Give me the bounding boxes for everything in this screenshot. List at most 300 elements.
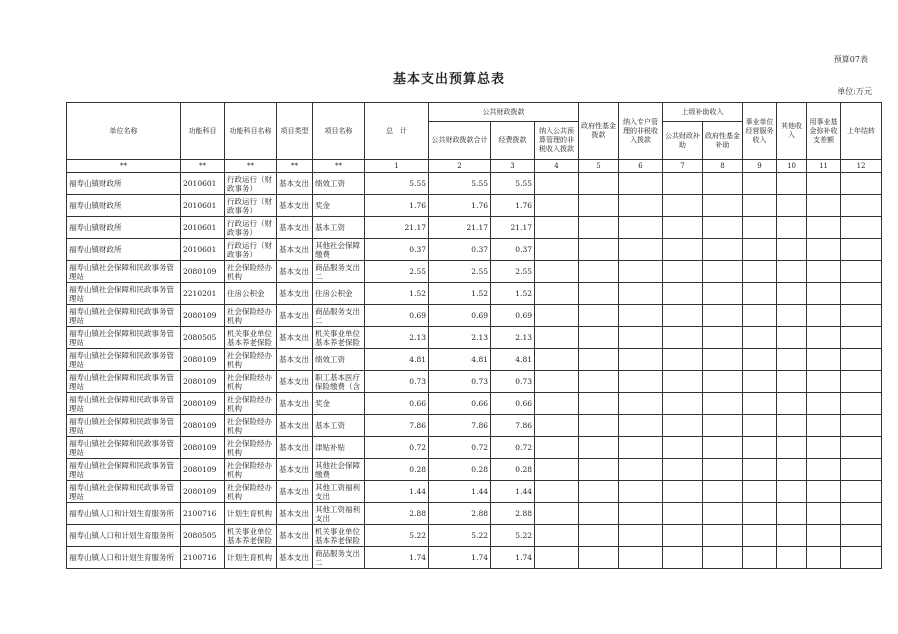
empty-cell bbox=[579, 481, 619, 503]
total-cell: 0.73 bbox=[365, 371, 429, 393]
empty-cell bbox=[807, 261, 841, 283]
public-fiscal-total-cell: 0.28 bbox=[429, 459, 491, 481]
table-row bbox=[67, 173, 882, 195]
empty-cell bbox=[743, 283, 777, 305]
item-type-cell: 基本支出 bbox=[277, 525, 313, 547]
table-row bbox=[67, 327, 882, 349]
empty-cell bbox=[777, 393, 807, 415]
item-name-cell: 基本工资 bbox=[313, 415, 365, 437]
empty-cell bbox=[579, 305, 619, 327]
empty-cell bbox=[619, 217, 663, 239]
table-row bbox=[67, 415, 882, 437]
unit-name-cell: 福寿山镇社会保障和民政事务管理站 bbox=[67, 283, 181, 305]
empty-cell bbox=[619, 371, 663, 393]
empty-cell bbox=[777, 173, 807, 195]
empty-cell bbox=[703, 239, 743, 261]
empty-cell bbox=[535, 349, 579, 371]
empty-cell bbox=[841, 503, 882, 525]
item-name-cell: 奖金 bbox=[313, 195, 365, 217]
empty-cell bbox=[579, 393, 619, 415]
empty-cell bbox=[535, 393, 579, 415]
empty-cell bbox=[743, 415, 777, 437]
index-cell: 4 bbox=[535, 160, 579, 173]
unit-name-cell: 福寿山镇人口和计划生育服务所 bbox=[67, 525, 181, 547]
empty-cell bbox=[535, 503, 579, 525]
table-row bbox=[67, 459, 882, 481]
empty-cell bbox=[807, 239, 841, 261]
empty-cell bbox=[841, 393, 882, 415]
header-fund-supplement: 用事业基金弥补收支差额 bbox=[807, 103, 841, 160]
empty-cell bbox=[703, 217, 743, 239]
empty-cell bbox=[619, 261, 663, 283]
empty-cell bbox=[743, 503, 777, 525]
empty-cell bbox=[579, 459, 619, 481]
unit-name-cell: 福寿山镇社会保障和民政事务管理站 bbox=[67, 261, 181, 283]
func-name-cell: 社会保险经办机构 bbox=[225, 481, 277, 503]
func-code-cell: 2080109 bbox=[181, 261, 225, 283]
item-type-cell: 基本支出 bbox=[277, 547, 313, 569]
index-cell: 9 bbox=[743, 160, 777, 173]
empty-cell bbox=[777, 503, 807, 525]
empty-cell bbox=[841, 217, 882, 239]
empty-cell bbox=[841, 195, 882, 217]
item-name-cell: 商品服务支出二 bbox=[313, 261, 365, 283]
empty-cell bbox=[579, 503, 619, 525]
empty-cell bbox=[807, 195, 841, 217]
func-name-cell: 计划生育机构 bbox=[225, 503, 277, 525]
empty-cell bbox=[579, 195, 619, 217]
func-name-cell: 社会保险经办机构 bbox=[225, 349, 277, 371]
unit-name-cell: 福寿山镇财政所 bbox=[67, 173, 181, 195]
func-code-cell: 2010601 bbox=[181, 195, 225, 217]
empty-cell bbox=[619, 503, 663, 525]
empty-cell bbox=[663, 283, 703, 305]
public-fiscal-total-cell: 1.44 bbox=[429, 481, 491, 503]
index-cell: 7 bbox=[663, 160, 703, 173]
empty-cell bbox=[777, 525, 807, 547]
empty-cell bbox=[579, 327, 619, 349]
total-cell: 0.69 bbox=[365, 305, 429, 327]
item-name-cell: 住房公积金 bbox=[313, 283, 365, 305]
empty-cell bbox=[777, 415, 807, 437]
func-name-cell: 社会保险经办机构 bbox=[225, 437, 277, 459]
unit-name-cell: 福寿山镇财政所 bbox=[67, 239, 181, 261]
item-name-cell: 其他社会保障缴费 bbox=[313, 459, 365, 481]
table-row bbox=[67, 239, 882, 261]
total-cell: 4.81 bbox=[365, 349, 429, 371]
empty-cell bbox=[619, 327, 663, 349]
form-number: 预算07表 bbox=[833, 55, 868, 64]
total-cell: 1.52 bbox=[365, 283, 429, 305]
index-cell: 8 bbox=[703, 160, 743, 173]
empty-cell bbox=[703, 547, 743, 569]
empty-cell bbox=[743, 393, 777, 415]
unit-name-cell: 福寿山镇社会保障和民政事务管理站 bbox=[67, 305, 181, 327]
empty-cell bbox=[841, 305, 882, 327]
item-name-cell: 奖金 bbox=[313, 393, 365, 415]
empty-cell bbox=[743, 217, 777, 239]
unit-name-cell: 福寿山镇社会保障和民政事务管理站 bbox=[67, 349, 181, 371]
empty-cell bbox=[807, 393, 841, 415]
empty-cell bbox=[743, 173, 777, 195]
empty-cell bbox=[703, 371, 743, 393]
header-superior-subsidy: 上级补助收入 bbox=[663, 103, 743, 122]
index-cell: ** bbox=[313, 160, 365, 173]
empty-cell bbox=[703, 437, 743, 459]
total-cell: 5.22 bbox=[365, 525, 429, 547]
public-fiscal-total-cell: 0.66 bbox=[429, 393, 491, 415]
empty-cell bbox=[663, 195, 703, 217]
allocation-cell: 0.72 bbox=[491, 437, 535, 459]
public-fiscal-total-cell: 5.22 bbox=[429, 525, 491, 547]
allocation-cell: 0.73 bbox=[491, 371, 535, 393]
total-cell: 1.76 bbox=[365, 195, 429, 217]
allocation-cell: 2.88 bbox=[491, 503, 535, 525]
empty-cell bbox=[535, 173, 579, 195]
item-name-cell: 其他工资福利支出 bbox=[313, 481, 365, 503]
empty-cell bbox=[619, 481, 663, 503]
empty-cell bbox=[703, 195, 743, 217]
item-type-cell: 基本支出 bbox=[277, 503, 313, 525]
item-name-cell: 机关事业单位基本养老保险 bbox=[313, 525, 365, 547]
unit-name-cell: 福寿山镇财政所 bbox=[67, 195, 181, 217]
index-row bbox=[67, 160, 882, 173]
public-fiscal-total-cell: 0.73 bbox=[429, 371, 491, 393]
allocation-cell: 4.81 bbox=[491, 349, 535, 371]
item-type-cell: 基本支出 bbox=[277, 437, 313, 459]
empty-cell bbox=[841, 547, 882, 569]
empty-cell bbox=[777, 305, 807, 327]
header-func-name: 功能科目名称 bbox=[225, 103, 277, 160]
empty-cell bbox=[663, 217, 703, 239]
empty-cell bbox=[841, 437, 882, 459]
empty-cell bbox=[743, 525, 777, 547]
total-cell: 7.86 bbox=[365, 415, 429, 437]
empty-cell bbox=[703, 393, 743, 415]
index-cell: ** bbox=[181, 160, 225, 173]
empty-cell bbox=[807, 217, 841, 239]
empty-cell bbox=[703, 503, 743, 525]
table-row bbox=[67, 283, 882, 305]
unit-name-cell: 福寿山镇社会保障和民政事务管理站 bbox=[67, 459, 181, 481]
item-name-cell: 职工基本医疗保险缴费（含 bbox=[313, 371, 365, 393]
func-name-cell: 社会保险经办机构 bbox=[225, 393, 277, 415]
empty-cell bbox=[619, 437, 663, 459]
empty-cell bbox=[619, 459, 663, 481]
public-fiscal-total-cell: 2.55 bbox=[429, 261, 491, 283]
empty-cell bbox=[619, 415, 663, 437]
allocation-cell: 0.69 bbox=[491, 305, 535, 327]
func-code-cell: 2210201 bbox=[181, 283, 225, 305]
header-unit-name: 单位名称 bbox=[67, 103, 181, 160]
empty-cell bbox=[841, 459, 882, 481]
empty-cell bbox=[535, 547, 579, 569]
func-name-cell: 住房公积金 bbox=[225, 283, 277, 305]
header-total: 总 计 bbox=[365, 103, 429, 160]
item-name-cell: 其他社会保障缴费 bbox=[313, 239, 365, 261]
empty-cell bbox=[743, 547, 777, 569]
item-type-cell: 基本支出 bbox=[277, 481, 313, 503]
empty-cell bbox=[807, 547, 841, 569]
header-allocation: 经费拨款 bbox=[491, 122, 535, 160]
empty-cell bbox=[703, 327, 743, 349]
empty-cell bbox=[807, 459, 841, 481]
public-fiscal-total-cell: 1.76 bbox=[429, 195, 491, 217]
func-code-cell: 2080109 bbox=[181, 437, 225, 459]
empty-cell bbox=[703, 459, 743, 481]
total-cell: 0.37 bbox=[365, 239, 429, 261]
header-carryover: 上年结转 bbox=[841, 103, 882, 160]
func-code-cell: 2080109 bbox=[181, 481, 225, 503]
func-name-cell: 行政运行（财政事务） bbox=[225, 239, 277, 261]
empty-cell bbox=[743, 371, 777, 393]
empty-cell bbox=[663, 261, 703, 283]
public-fiscal-total-cell: 0.72 bbox=[429, 437, 491, 459]
empty-cell bbox=[663, 525, 703, 547]
empty-cell bbox=[807, 525, 841, 547]
empty-cell bbox=[743, 261, 777, 283]
func-name-cell: 行政运行（财政事务） bbox=[225, 217, 277, 239]
index-cell: 6 bbox=[619, 160, 663, 173]
empty-cell bbox=[579, 173, 619, 195]
public-fiscal-total-cell: 7.86 bbox=[429, 415, 491, 437]
allocation-cell: 0.37 bbox=[491, 239, 535, 261]
unit-name-cell: 福寿山镇社会保障和民政事务管理站 bbox=[67, 327, 181, 349]
public-fiscal-total-cell: 2.88 bbox=[429, 503, 491, 525]
empty-cell bbox=[703, 261, 743, 283]
empty-cell bbox=[777, 349, 807, 371]
unit-name-cell: 福寿山镇社会保障和民政事务管理站 bbox=[67, 481, 181, 503]
header-item-name: 项目名称 bbox=[313, 103, 365, 160]
func-name-cell: 机关事业单位基本养老保险 bbox=[225, 525, 277, 547]
empty-cell bbox=[841, 283, 882, 305]
empty-cell bbox=[703, 481, 743, 503]
empty-cell bbox=[579, 547, 619, 569]
empty-cell bbox=[663, 349, 703, 371]
empty-cell bbox=[743, 349, 777, 371]
item-type-cell: 基本支出 bbox=[277, 283, 313, 305]
index-cell: ** bbox=[277, 160, 313, 173]
empty-cell bbox=[743, 437, 777, 459]
empty-cell bbox=[535, 437, 579, 459]
empty-cell bbox=[663, 371, 703, 393]
header-superior-gov-fund: 政府性基金补助 bbox=[703, 122, 743, 160]
unit-label: 单位:万元 bbox=[837, 87, 872, 96]
index-cell: 10 bbox=[777, 160, 807, 173]
public-fiscal-total-cell: 5.55 bbox=[429, 173, 491, 195]
empty-cell bbox=[663, 239, 703, 261]
unit-name-cell: 福寿山镇社会保障和民政事务管理站 bbox=[67, 371, 181, 393]
allocation-cell: 1.52 bbox=[491, 283, 535, 305]
empty-cell bbox=[579, 239, 619, 261]
empty-cell bbox=[777, 481, 807, 503]
total-cell: 0.66 bbox=[365, 393, 429, 415]
public-fiscal-total-cell: 0.37 bbox=[429, 239, 491, 261]
public-fiscal-total-cell: 4.81 bbox=[429, 349, 491, 371]
empty-cell bbox=[663, 173, 703, 195]
empty-cell bbox=[535, 217, 579, 239]
total-cell: 1.44 bbox=[365, 481, 429, 503]
item-name-cell: 绩效工资 bbox=[313, 349, 365, 371]
func-code-cell: 2010601 bbox=[181, 239, 225, 261]
index-cell: 5 bbox=[579, 160, 619, 173]
index-cell: ** bbox=[67, 160, 181, 173]
table-row bbox=[67, 503, 882, 525]
index-cell: 3 bbox=[491, 160, 535, 173]
func-code-cell: 2080109 bbox=[181, 393, 225, 415]
item-type-cell: 基本支出 bbox=[277, 459, 313, 481]
empty-cell bbox=[807, 371, 841, 393]
empty-cell bbox=[777, 195, 807, 217]
empty-cell bbox=[663, 459, 703, 481]
table-row bbox=[67, 305, 882, 327]
unit-name-cell: 福寿山镇财政所 bbox=[67, 217, 181, 239]
empty-cell bbox=[535, 525, 579, 547]
allocation-cell: 7.86 bbox=[491, 415, 535, 437]
table-row bbox=[67, 349, 882, 371]
header-other-income: 其他收入 bbox=[777, 103, 807, 160]
index-cell: 2 bbox=[429, 160, 491, 173]
header-nontax-in-budget: 纳入公共预算管理的非税收入拨款 bbox=[535, 122, 579, 160]
empty-cell bbox=[619, 305, 663, 327]
empty-cell bbox=[579, 217, 619, 239]
empty-cell bbox=[703, 415, 743, 437]
func-code-cell: 2080109 bbox=[181, 415, 225, 437]
allocation-cell: 1.44 bbox=[491, 481, 535, 503]
empty-cell bbox=[841, 371, 882, 393]
page-title: 基本支出预算总表 bbox=[392, 72, 505, 87]
func-name-cell: 社会保险经办机构 bbox=[225, 371, 277, 393]
empty-cell bbox=[807, 503, 841, 525]
empty-cell bbox=[663, 305, 703, 327]
unit-name-cell: 福寿山镇社会保障和民政事务管理站 bbox=[67, 437, 181, 459]
total-cell: 0.28 bbox=[365, 459, 429, 481]
allocation-cell: 5.22 bbox=[491, 525, 535, 547]
budget-table bbox=[66, 102, 882, 569]
empty-cell bbox=[663, 481, 703, 503]
table-row bbox=[67, 481, 882, 503]
public-fiscal-total-cell: 1.74 bbox=[429, 547, 491, 569]
empty-cell bbox=[619, 393, 663, 415]
empty-cell bbox=[579, 261, 619, 283]
item-type-cell: 基本支出 bbox=[277, 327, 313, 349]
empty-cell bbox=[777, 547, 807, 569]
total-cell: 1.74 bbox=[365, 547, 429, 569]
empty-cell bbox=[841, 415, 882, 437]
table-row bbox=[67, 393, 882, 415]
func-name-cell: 计划生育机构 bbox=[225, 547, 277, 569]
func-name-cell: 社会保险经办机构 bbox=[225, 305, 277, 327]
empty-cell bbox=[579, 525, 619, 547]
func-name-cell: 社会保险经办机构 bbox=[225, 415, 277, 437]
func-code-cell: 2100716 bbox=[181, 547, 225, 569]
table-row bbox=[67, 437, 882, 459]
empty-cell bbox=[743, 481, 777, 503]
table-row bbox=[67, 261, 882, 283]
empty-cell bbox=[535, 371, 579, 393]
empty-cell bbox=[663, 327, 703, 349]
empty-cell bbox=[777, 261, 807, 283]
total-cell: 0.72 bbox=[365, 437, 429, 459]
empty-cell bbox=[703, 349, 743, 371]
empty-cell bbox=[619, 349, 663, 371]
empty-cell bbox=[535, 261, 579, 283]
empty-cell bbox=[841, 239, 882, 261]
empty-cell bbox=[703, 173, 743, 195]
allocation-cell: 1.76 bbox=[491, 195, 535, 217]
empty-cell bbox=[535, 415, 579, 437]
empty-cell bbox=[535, 305, 579, 327]
public-fiscal-total-cell: 21.17 bbox=[429, 217, 491, 239]
empty-cell bbox=[777, 371, 807, 393]
empty-cell bbox=[663, 503, 703, 525]
allocation-cell: 5.55 bbox=[491, 173, 535, 195]
func-code-cell: 2080505 bbox=[181, 327, 225, 349]
empty-cell bbox=[841, 261, 882, 283]
empty-cell bbox=[579, 415, 619, 437]
item-name-cell: 机关事业单位基本养老保险 bbox=[313, 327, 365, 349]
item-type-cell: 基本支出 bbox=[277, 261, 313, 283]
empty-cell bbox=[777, 217, 807, 239]
empty-cell bbox=[579, 437, 619, 459]
item-type-cell: 基本支出 bbox=[277, 305, 313, 327]
empty-cell bbox=[807, 415, 841, 437]
empty-cell bbox=[807, 327, 841, 349]
empty-cell bbox=[807, 481, 841, 503]
empty-cell bbox=[535, 239, 579, 261]
item-type-cell: 基本支出 bbox=[277, 239, 313, 261]
table-row bbox=[67, 547, 882, 569]
header-superior-public: 公共财政补助 bbox=[663, 122, 703, 160]
index-cell: 12 bbox=[841, 160, 882, 173]
item-type-cell: 基本支出 bbox=[277, 371, 313, 393]
index-cell: 11 bbox=[807, 160, 841, 173]
empty-cell bbox=[743, 327, 777, 349]
empty-cell bbox=[777, 437, 807, 459]
empty-cell bbox=[743, 459, 777, 481]
index-cell: 1 bbox=[365, 160, 429, 173]
header-func-code: 功能科目 bbox=[181, 103, 225, 160]
func-code-cell: 2080109 bbox=[181, 459, 225, 481]
empty-cell bbox=[743, 305, 777, 327]
empty-cell bbox=[807, 349, 841, 371]
empty-cell bbox=[807, 283, 841, 305]
empty-cell bbox=[619, 547, 663, 569]
header-business-income: 事业单位经营服务收入 bbox=[743, 103, 777, 160]
empty-cell bbox=[743, 239, 777, 261]
header-public-fiscal-total: 公共财政拨款合计 bbox=[429, 122, 491, 160]
item-name-cell: 基本工资 bbox=[313, 217, 365, 239]
item-type-cell: 基本支出 bbox=[277, 393, 313, 415]
item-name-cell: 绩效工资 bbox=[313, 173, 365, 195]
allocation-cell: 0.66 bbox=[491, 393, 535, 415]
empty-cell bbox=[535, 283, 579, 305]
index-cell: ** bbox=[225, 160, 277, 173]
item-type-cell: 基本支出 bbox=[277, 195, 313, 217]
empty-cell bbox=[535, 195, 579, 217]
item-type-cell: 基本支出 bbox=[277, 349, 313, 371]
empty-cell bbox=[807, 173, 841, 195]
empty-cell bbox=[807, 305, 841, 327]
table-row bbox=[67, 371, 882, 393]
func-name-cell: 社会保险经办机构 bbox=[225, 261, 277, 283]
unit-name-cell: 福寿山镇人口和计划生育服务所 bbox=[67, 503, 181, 525]
table-body bbox=[67, 160, 882, 569]
empty-cell bbox=[777, 459, 807, 481]
empty-cell bbox=[743, 195, 777, 217]
unit-name-cell: 福寿山镇社会保障和民政事务管理站 bbox=[67, 393, 181, 415]
item-name-cell: 津贴补贴 bbox=[313, 437, 365, 459]
